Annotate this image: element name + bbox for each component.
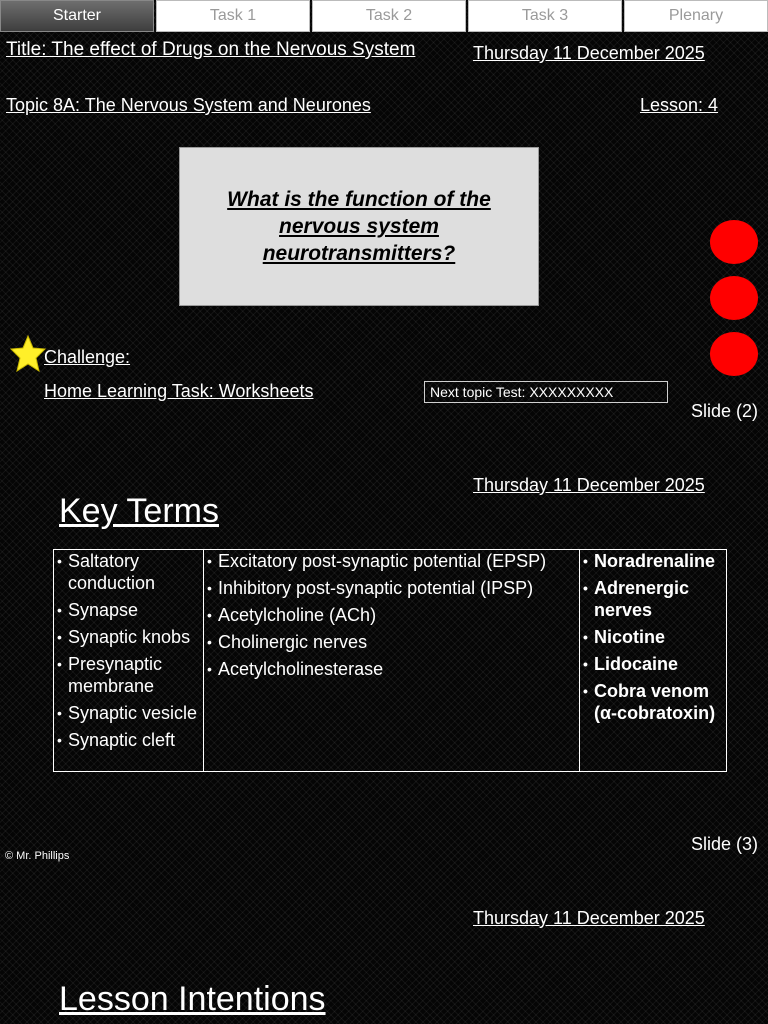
- key-term: • Synapse: [57, 599, 203, 621]
- next-test-box: Next topic Test: XXXXXXXXX: [424, 381, 668, 403]
- key-terms-col1: [54, 550, 204, 772]
- lesson-nav-bar: [0, 0, 768, 34]
- key-term: • Synaptic cleft: [57, 729, 203, 751]
- red-traffic-dot-3[interactable]: [710, 332, 758, 376]
- slide4-date: Thursday 11 December 2025: [473, 908, 705, 928]
- slide2-date: Thursday 11 December 2025: [473, 43, 705, 63]
- red-traffic-dot-1[interactable]: [710, 220, 758, 264]
- key-term: • Adrenergic nerves: [583, 577, 726, 621]
- challenge-link[interactable]: Challenge:: [44, 347, 131, 367]
- question-box: [179, 147, 539, 306]
- key-terms-col3: [580, 550, 727, 772]
- key-terms-heading: Key Terms: [59, 492, 219, 530]
- key-term: • Acetylcholine (ACh): [207, 604, 579, 626]
- lesson-intentions-heading: Lesson Intentions: [59, 980, 326, 1018]
- key-terms-table: [53, 549, 727, 772]
- copyright-text: © Mr. Phillips: [5, 850, 70, 862]
- key-term: • Cholinergic nerves: [207, 631, 579, 653]
- slide2-label: Slide (2): [691, 401, 759, 421]
- slide3-date: Thursday 11 December 2025: [473, 475, 705, 495]
- question-text: What is the function of the nervous system neurotransmitters?: [227, 188, 491, 265]
- key-term: • Inhibitory post-synaptic potential (IPSP): [207, 577, 579, 599]
- key-terms-col2: [204, 550, 580, 772]
- nav-plenary-button[interactable]: Plenary: [624, 0, 768, 32]
- red-traffic-dot-2[interactable]: [710, 276, 758, 320]
- nav-starter-button[interactable]: Starter: [0, 0, 154, 32]
- nav-task1-button[interactable]: Task 1: [156, 0, 310, 32]
- key-term: • Acetylcholinesterase: [207, 658, 579, 680]
- nav-task2-button[interactable]: Task 2: [312, 0, 466, 32]
- key-term: • Noradrenaline: [583, 550, 726, 572]
- key-term: • Cobra venom (α-cobratoxin): [583, 680, 726, 724]
- key-term: • Excitatory post-synaptic potential (EPSP): [207, 550, 579, 572]
- key-term: • Nicotine: [583, 626, 726, 648]
- home-learning-link[interactable]: Home Learning Task: Worksheets: [44, 381, 314, 401]
- star-icon: [9, 334, 47, 374]
- slide3-label: Slide (3): [691, 834, 759, 854]
- key-term: • Presynaptic membrane: [57, 653, 203, 697]
- key-term: • Lidocaine: [583, 653, 726, 675]
- nav-task3-button[interactable]: Task 3: [468, 0, 622, 32]
- lesson-title[interactable]: Title: The effect of Drugs on the Nervous System: [6, 39, 416, 60]
- key-term: • Synaptic knobs: [57, 626, 203, 648]
- key-term: • Saltatory conduction: [57, 550, 203, 594]
- key-term: • Synaptic vesicle: [57, 702, 203, 724]
- lesson-number-link[interactable]: Lesson: 4: [640, 95, 719, 115]
- topic-link[interactable]: Topic 8A: The Nervous System and Neurones: [6, 95, 371, 115]
